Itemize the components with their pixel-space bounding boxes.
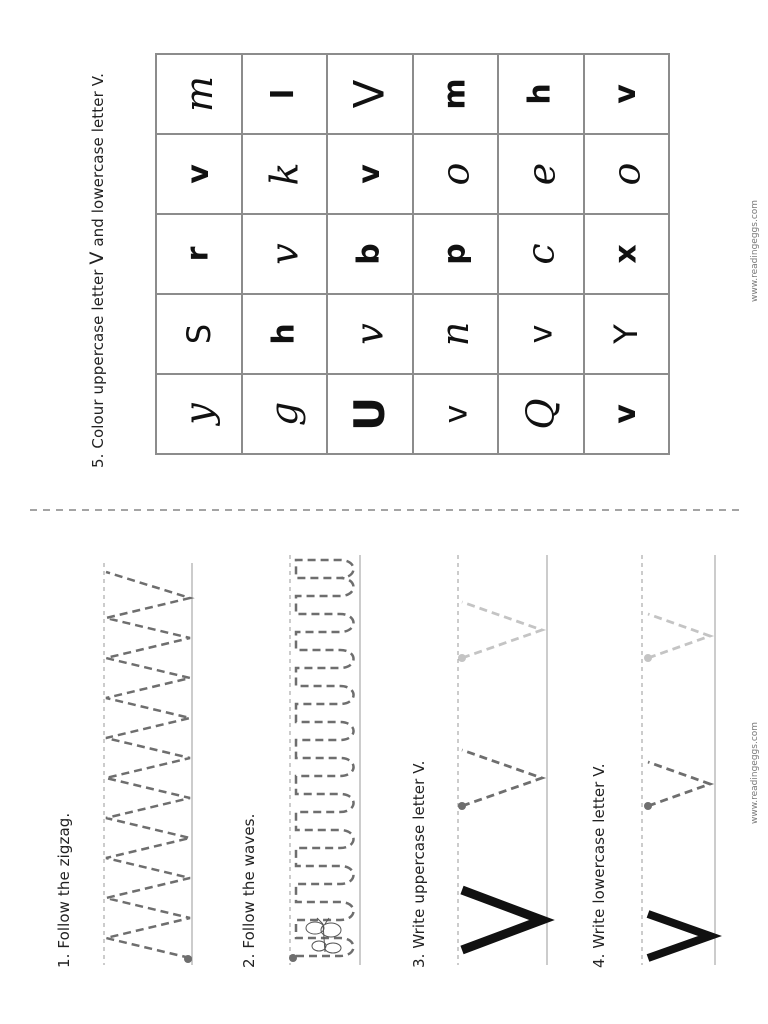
instruction-waves: 2. Follow the waves. — [240, 813, 258, 968]
grid-cell[interactable] — [156, 374, 242, 454]
grid-cell[interactable] — [242, 214, 328, 294]
grid-cell[interactable] — [498, 294, 584, 374]
grid-letter: x — [608, 244, 644, 264]
upper-v-trace-1 — [462, 750, 542, 806]
grid-letter: l — [266, 88, 302, 100]
grid-cell[interactable] — [584, 374, 670, 454]
butterfly-icon — [306, 918, 341, 953]
instruction-colour-letter: V — [86, 251, 108, 265]
grid-cell[interactable] — [242, 134, 328, 214]
grid-cell[interactable] — [498, 134, 584, 214]
instruction-colour-prefix: 5. Colour uppercase letter — [89, 264, 107, 468]
grid-cell[interactable] — [584, 294, 670, 374]
grid-letter: V — [344, 79, 394, 109]
grid-letter: Q — [518, 398, 563, 430]
grid-cell[interactable] — [413, 294, 499, 374]
lower-v-model — [648, 914, 710, 958]
grid-letter: Y — [607, 324, 646, 344]
grid-letter: v — [521, 324, 560, 344]
grid-cell[interactable] — [156, 214, 242, 294]
grid-letter: v — [436, 404, 475, 424]
grid-letter: g — [262, 401, 307, 427]
instruction-colour — [86, 73, 108, 468]
grid-cell[interactable] — [327, 54, 413, 134]
grid-letter: U — [344, 396, 394, 432]
grid-cell[interactable] — [413, 134, 499, 214]
grid-letter: v — [347, 323, 392, 345]
upper-v-model — [462, 890, 542, 950]
credit-bottom: www.readingeggs.com — [750, 721, 760, 824]
grid-cell[interactable] — [242, 54, 328, 134]
grid-letter: m — [176, 75, 221, 113]
grid-letter: v — [351, 164, 387, 184]
grid-letter: b — [351, 243, 387, 265]
instruction-uppercase: 3. Write uppercase letter V. — [410, 760, 428, 968]
grid-letter: o — [433, 162, 478, 186]
grid-letter: k — [262, 162, 307, 186]
zigzag-trace-path — [106, 572, 190, 958]
grid-cell[interactable] — [413, 374, 499, 454]
grid-cell[interactable] — [327, 214, 413, 294]
instruction-zigzag: 1. Follow the zigzag. — [55, 812, 73, 968]
grid-letter: S — [179, 323, 218, 345]
grid-letter: r — [180, 246, 216, 262]
grid-letter: v — [608, 84, 644, 104]
grid-letter: v — [180, 164, 216, 184]
grid-cell[interactable] — [327, 134, 413, 214]
grid-cell[interactable] — [327, 374, 413, 454]
grid-letter: y — [176, 403, 221, 425]
grid-cell[interactable] — [156, 134, 242, 214]
upper-v-trace-2 — [462, 602, 542, 658]
grid-letter: h — [522, 83, 558, 105]
instruction-lowercase: 4. Write lowercase letter V. — [590, 763, 608, 968]
grid-letter: c — [518, 243, 563, 265]
letter-colour-grid — [155, 53, 670, 455]
lower-v-trace-2-dot — [644, 654, 652, 662]
grid-cell[interactable] — [413, 214, 499, 294]
lower-v-trace-2 — [648, 614, 710, 658]
grid-cell[interactable] — [242, 294, 328, 374]
zigzag-start-dot — [184, 955, 192, 963]
grid-cell[interactable] — [327, 294, 413, 374]
grid-cell[interactable] — [498, 374, 584, 454]
grid-letter: o — [604, 162, 649, 186]
upper-v-trace-1-dot — [458, 802, 466, 810]
grid-cell[interactable] — [498, 214, 584, 294]
credit-top: www.readingeggs.com — [750, 199, 760, 302]
grid-cell[interactable] — [156, 294, 242, 374]
grid-cell[interactable] — [584, 214, 670, 294]
grid-letter: n — [433, 321, 478, 347]
grid-letter: v — [608, 404, 644, 424]
grid-letter: v — [262, 243, 307, 265]
waves-trace-path — [296, 560, 354, 956]
grid-letter: h — [266, 323, 302, 345]
upper-v-trace-2-dot — [458, 654, 466, 662]
grid-cell[interactable] — [242, 374, 328, 454]
grid-cell[interactable] — [584, 54, 670, 134]
grid-cell[interactable] — [498, 54, 584, 134]
grid-cell[interactable] — [413, 54, 499, 134]
grid-letter: m — [437, 78, 473, 110]
waves-start-dot — [289, 954, 297, 962]
grid-cell[interactable] — [584, 134, 670, 214]
grid-cell[interactable] — [156, 54, 242, 134]
instruction-colour-suffix: and lowercase letter V. — [89, 72, 107, 252]
grid-letter: e — [518, 162, 563, 186]
grid-letter: p — [437, 243, 473, 265]
lower-v-trace-1 — [648, 762, 710, 806]
lower-v-trace-1-dot — [644, 802, 652, 810]
